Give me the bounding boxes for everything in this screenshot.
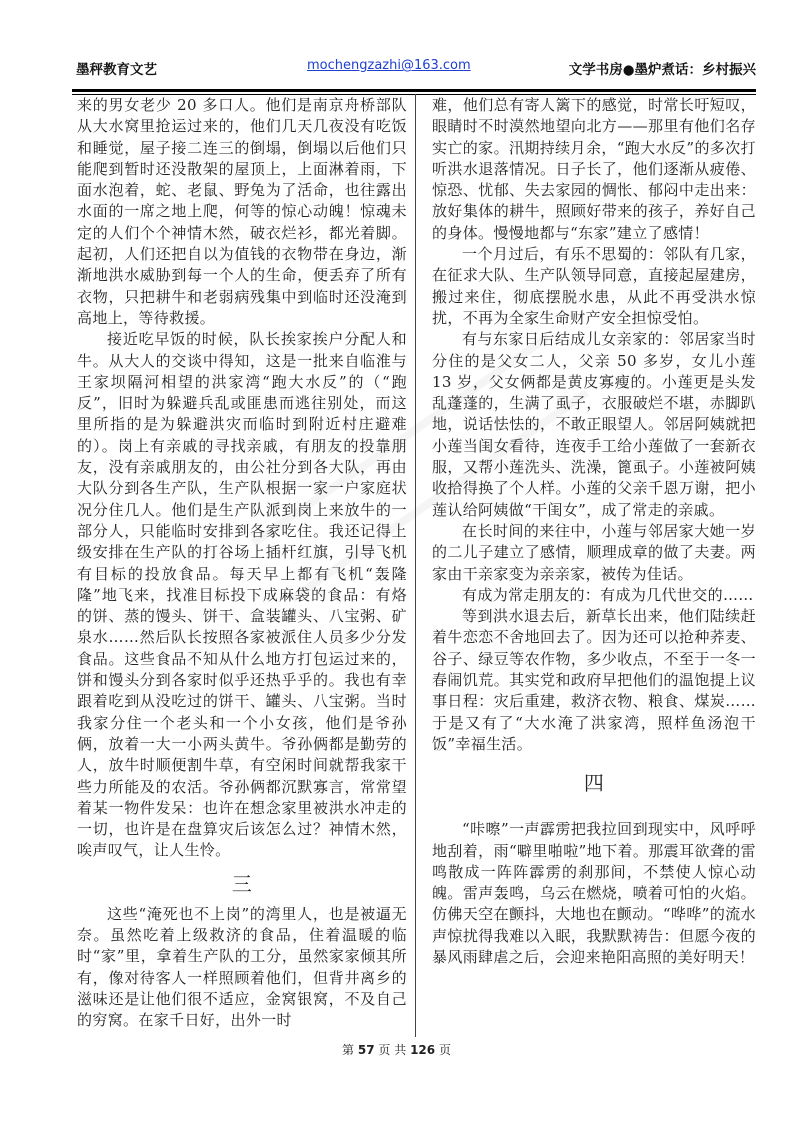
- paragraph: 有与东家日后结成儿女亲家的：邻居家当时分住的是父女二人，父亲 50 多岁，女儿小莲 13 岁，父女俩都是黄皮寡瘦的。小莲更是头发乱蓬蓬的，生满了虱子，衣服破烂不堪，赤脚趴地，说话怯怯的，不敢正眼望人。邻居阿姨就把小莲当闺女看待，连夜手工给小莲做了一套新衣服，又帮小莲洗头、洗澡，篦虱子。小莲被阿姨收拾得换了个人样。小莲的父亲千恩万谢，把小莲认给阿姨做“干闺女”，成了常走的亲戚。: [432, 330, 756, 519]
- total-pages: 126: [410, 1043, 436, 1057]
- paragraph: 来的男女老少 20 多口人。他们是南京舟桥部队从大水窝里抢运过来的，他们几天几夜没有吃饭和睡觉，屋子接二连三的倒塌，倒塌以后他们只能爬到暂时还没散架的屋顶上，上面淋着雨，下面水泡着，蛇、老鼠、野兔为了活命，也往露出水面的一席之地上爬，何等的惊心动魄！惊魂未定的人们个个神情木然，破衣烂衫，都光着脚。起初，人们还把自以为值钱的衣物带在身边，渐渐地洪水威胁到每一个人的生命，便丢弃了所有衣物，只把耕牛和老弱病残集中到临时还没淹到高地上，等待救援。: [77, 96, 407, 327]
- footer-middle: 页 共: [378, 1043, 407, 1057]
- publication-name: 墨秤教育文艺: [76, 62, 157, 78]
- footer-prefix: 第: [342, 1043, 355, 1057]
- paragraph: 有成为常走朋友的：有成为几代世交的……: [462, 585, 754, 604]
- footer-suffix: 页: [438, 1043, 451, 1057]
- section-heading: 三: [231, 871, 253, 896]
- section-title: 文学书房●墨炉煮话：乡村振兴: [568, 62, 756, 78]
- section-heading: 四: [583, 771, 605, 796]
- paragraph: 难，他们总有寄人篱下的感觉，时常长吁短叹，眼睛时不时漠然地望向北方——那里有他们名存实亡的家。汛期持续月余，“跑大水反”的多次打听洪水退落情况。日子长了，他们逐渐从疲倦、惊恐、忧郁、失去家园的惆怅、郁闷中走出来：放好集体的耕牛，照顾好带来的孩子，养好自己的身体。慢慢地都与“东家”建立了感情！: [432, 96, 756, 242]
- current-page-number: 57: [357, 1043, 375, 1057]
- paragraph: 在长时间的来往中，小莲与邻居家大她一岁的二儿子建立了感情，顺理成章的做了夫妻。两家由干亲家变为亲亲家，被传为佳话。: [432, 521, 756, 583]
- paragraph: “咔嚓”一声霹雳把我拉回到现实中，风呼呼地刮着，雨“噼里啪啦”地下着。那震耳欲聋的雷鸣散成一阵阵霹雳的刹那间，不禁使人惊心动魄。雷声轰鸣，乌云在燃烧，喷着可怕的火焰。仿佛天空在颤抖，大地也在颤动。“哗哗”的流水声惊扰得我难以入眠，我默默祷告：但愿今夜的暴风雨肆虐之后，会迎来艳阳高照的美好明天！: [432, 820, 756, 966]
- paragraph: 接近吃早饭的时候，队长挨家挨户分配人和牛。从大人的交谈中得知，这是一批来自临淮与王家坝隔河相望的洪家湾“跑大水反”的（“跑反”，旧时为躲避兵乱或匪患而逃往别处，而这里所指的是为躲避洪灾而临时到附近村庄避难的）。岗上有亲戚的寻找亲戚，有朋友的投靠朋友，没有亲戚朋友的，由公社分到各大队，再由大队分到各生产队，生产队根据一家一户家庭状况分住几人。他们是生产队派到岗上来放牛的一部分人，只能临时安排到各家吃住。我还记得上级安排在生产队的打谷场上插杆红旗，引导飞机有目标的投放食品。每天早上都有飞机“轰隆隆”地飞来，找准目标投下成麻袋的食品：有烙的饼、蒸的馒头、饼干、盒装罐头、八宝粥、矿泉水……然后队长按照各家被派住人员多少分发食品。这些食品不知从什么地方打包运过来的，饼和馒头分到各家时似乎还热乎乎的。我也有幸跟着吃到从没吃过的饼干、罐头、八宝粥。当时我家分住一个老头和一个小女孩，他们是爷孙俩，放着一大一小两头黄牛。爷孙俩都是勤劳的人，放牛时顺便割牛草，有空闲时间就帮我家干些力所能及的农活。爷孙俩都沉默寡言，常常望着某一物件发呆：也许在想念家里被洪水冲走的一切，也许是在盘算灾后该怎么过？神情木然，唉声叹气，让人生怜。: [77, 330, 407, 860]
- email-link[interactable]: mochengzazhi@163.com: [307, 58, 471, 73]
- left-column: [77, 95, 407, 1031]
- paragraph: 这些“淹死也不上岗”的湾里人，也是被逼无奈。虽然吃着上级救济的食品，住着温暖的临时“家”里，拿着生产队的工分，虽然家家倾其所有，像对待客人一样照顾着他们，但背井离乡的滋味还是让他们很不适应，金窝银窝，不及自己的穷窝。在家千日好，出外一时: [77, 904, 407, 1030]
- page-footer: [0, 1041, 793, 1058]
- column-divider: [415, 94, 416, 1037]
- paragraph: 一个月过后，有乐不思蜀的：邻队有几家，在征求大队、生产队领导同意，直接起屋建房，搬过来住，彻底摆脱水患，从此不再受洪水惊扰，不再为全家生命财产安全担惊受怕。: [432, 245, 756, 327]
- header-rule-thick: [72, 89, 756, 92]
- right-column: [432, 95, 756, 968]
- page-header: [72, 58, 756, 80]
- paragraph: 等到洪水退去后，新草长出来，他们陆续赶着牛恋恋不舍地回去了。因为还可以抢种荞麦、谷子、绿豆等农作物，多少收点，不至于一冬一春闹饥荒。其实党和政府早把他们的温饱提上议事日程：灾后重建，救济衣物、粮食、煤炭……于是又有了“大水淹了洪家湾，照样鱼汤泡干饭”幸福生活。: [432, 607, 756, 753]
